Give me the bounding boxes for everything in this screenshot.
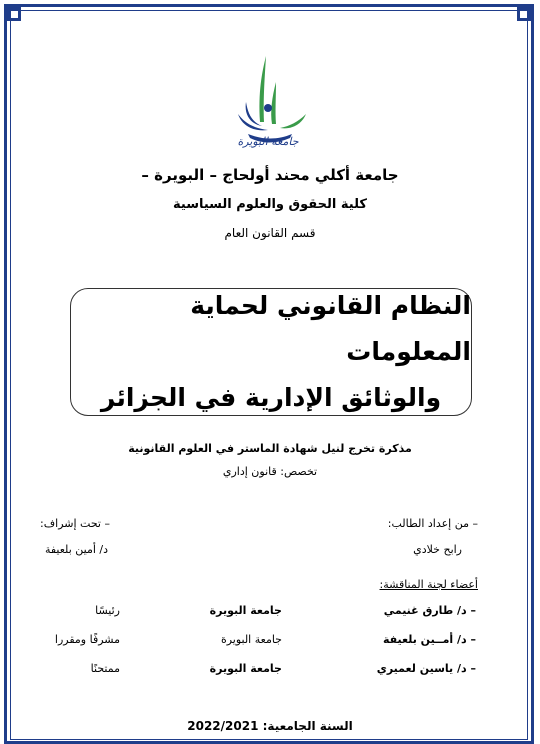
member-name: – د/ طارق غنيمي (383, 604, 476, 617)
supervisor-name: د/ أمين بلعيفة (44, 543, 108, 556)
department-name: قسم القانون العام (224, 226, 316, 240)
member-university: جامعة البويرة (209, 662, 282, 675)
university-name: جامعة أكلي محند أولحاج – البويرة – (141, 166, 399, 184)
committee-member-row (0, 604, 540, 624)
member-role: مشرفًا ومقررا (54, 633, 120, 646)
thesis-title-line-2: والوثائق الإدارية في الجزائر (100, 383, 442, 412)
specialty: تخصص: قانون إداري (222, 465, 318, 478)
member-name: – د/ ياسين لعميري (376, 662, 476, 675)
thesis-title-line-1: النظام القانوني لحماية المعلومات (190, 291, 471, 366)
member-role: ممتحنًا (90, 662, 120, 675)
academic-year: السنة الجامعية: 2022/2021 (187, 719, 353, 733)
supervisor-label: – تحت إشراف: (40, 517, 110, 530)
committee-member-row (0, 662, 540, 682)
member-university: جامعة البويرة (209, 604, 282, 617)
author-label: – من إعداد الطالب: (387, 517, 478, 530)
committee-label: أعضاء لجنة المناقشة: (379, 578, 478, 591)
member-name: – د/ أمــين بلعيفة (382, 633, 476, 646)
logo-caption: جامعة البويرة (237, 135, 299, 148)
committee-member-row (0, 633, 540, 653)
member-university: جامعة البويرة (220, 633, 282, 646)
member-role: رئيسًا (95, 604, 120, 617)
faculty-name: كلية الحقوق والعلوم السياسية (173, 197, 367, 212)
author-name: رابح خلادي (413, 543, 462, 556)
thesis-title-box (70, 288, 472, 416)
memo-description: مذكرة تخرج لنيل شهادة الماستر في العلوم القانونية (128, 442, 412, 455)
